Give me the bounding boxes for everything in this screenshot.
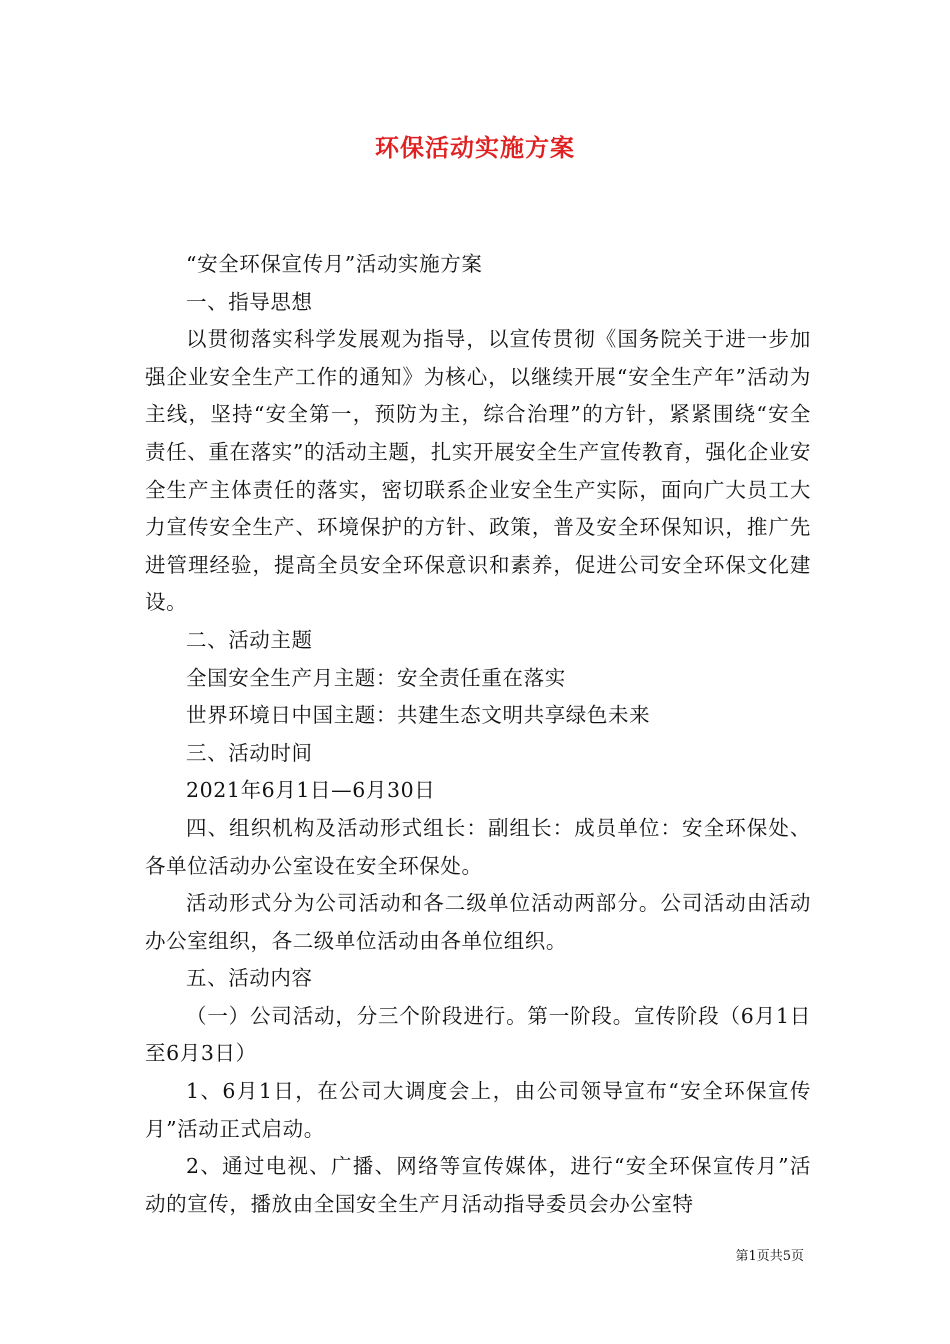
paragraph-theme-environment-day: 世界环境日中国主题：共建生态文明共享绿色未来 — [186, 703, 651, 728]
page-number: 第1页共5页 — [735, 1249, 804, 1264]
heading-activity-theme: 二、活动主题 — [186, 627, 313, 652]
paragraph-activity-form: 活动形式分为公司活动和各二级单位活动两部分。公司活动由活动办公室组织，各二级单位活动由各单位组织。 — [145, 891, 811, 953]
paragraph-item-1: 1、6月1日，在公司大调度会上，由公司领导宣布“安全环保宣传月”活动正式启动。 — [145, 1079, 811, 1141]
paragraph-theme-safety-month: 全国安全生产月主题：安全责任重在落实 — [186, 665, 566, 690]
heading-guiding-ideology: 一、指导思想 — [186, 289, 313, 314]
paragraph-company-activity: （一）公司活动，分三个阶段进行。第一阶段。宣传阶段（6月1日至6月3日） — [145, 1003, 811, 1066]
paragraph-activity-dates: 2021年6月1日—6月30日 — [186, 778, 436, 803]
page-title: 环保活动实施方案 — [375, 133, 575, 162]
heading-activity-content: 五、活动内容 — [186, 966, 313, 991]
heading-activity-time: 三、活动时间 — [186, 740, 313, 765]
document-body — [145, 246, 811, 1223]
paragraph-item-2: 2、通过电视、广播、网络等宣传媒体，进行“安全环保宣传月”活动的宣传，播放由全国安全生产月活动指导委员会办公室特 — [145, 1154, 811, 1216]
paragraph-organization: 四、组织机构及活动形式组长：副组长：成员单位：安全环保处、各单位活动办公室设在安全环保处。 — [145, 815, 811, 878]
paragraph-guiding-ideology: 以贯彻落实科学发展观为指导，以宣传贯彻《国务院关于进一步加强企业安全生产工作的通知》为核心，以继续开展“安全生产年”活动为主线，坚持“安全第一，预防为主，综合治理”的方针，紧紧围绕“安全责任、重在落实”的活动主题，扎实开展安全生产宣传教育，强化企业安全生产主体责任的落实，密切联系企业安全生产实际，面向广大员工大力宣传安全生产、环境保护的方针、政策，普及安全环保知识，推广先进管理经验，提高全员安全环保意识和素养，促进公司安全环保文化建设。 — [145, 327, 811, 615]
paragraph-subtitle: “安全环保宣传月”活动实施方案 — [186, 252, 483, 276]
